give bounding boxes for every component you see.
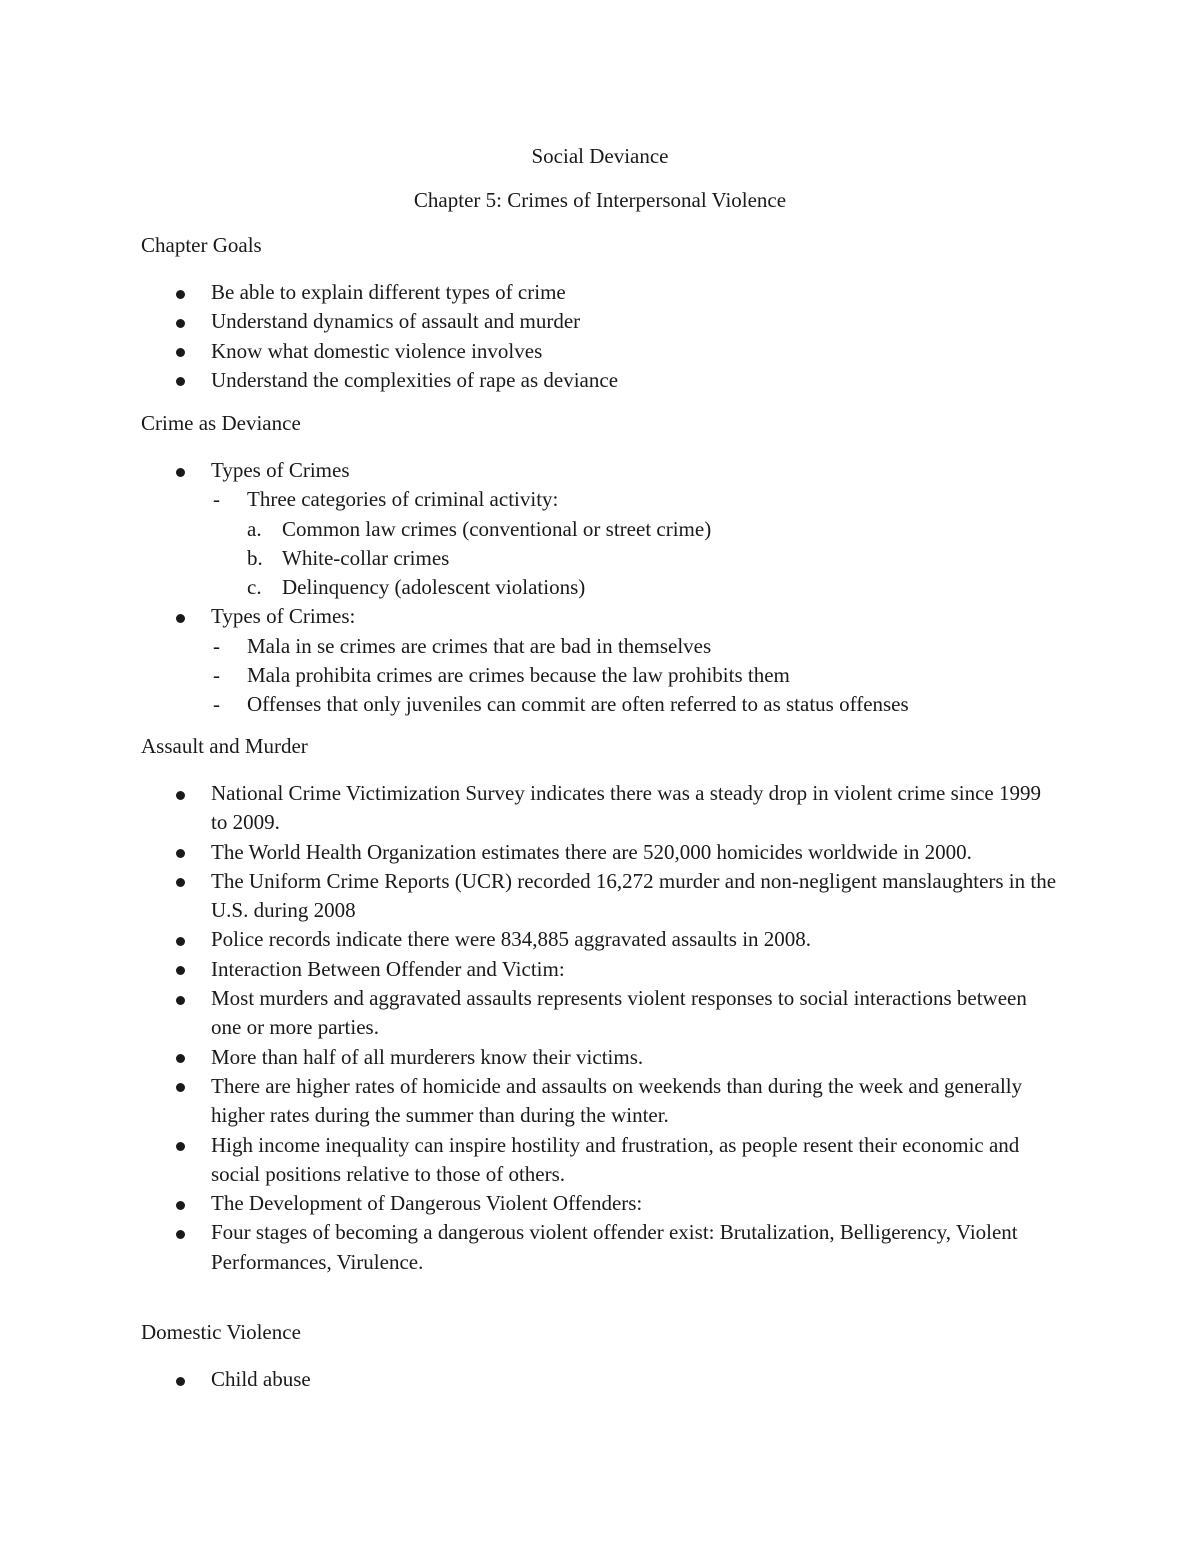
section-assault-and-murder — [141, 734, 1061, 1277]
list-item-text: The Development of Dangerous Violent Offenders: — [211, 1191, 643, 1216]
section-heading: Crime as Deviance — [141, 411, 301, 435]
dash-icon: - — [213, 633, 220, 658]
list-item-text: Know what domestic violence involves — [211, 338, 543, 363]
sub-list-item — [211, 690, 1061, 719]
sub-list-item-text: Offenses that only juveniles can commit are often referred to as status offenses — [247, 692, 909, 717]
lettered-item-text: White-collar crimes — [282, 545, 450, 570]
section-crime-as-deviance — [141, 411, 1061, 720]
list-item-text: Four stages of becoming a dangerous violent offender exist: Brutalization, Belligerency, Violent Performances, Virulence. — [211, 1220, 1018, 1274]
sub-list — [211, 632, 1061, 720]
list-item — [141, 456, 1061, 602]
sub-list-item-text: Mala prohibita crimes are crimes because the law prohibits them — [247, 663, 790, 688]
letter-marker: b. — [247, 545, 263, 570]
sub-list — [211, 485, 1061, 602]
list-item — [141, 1218, 1061, 1277]
list-item-text: Be able to explain different types of crime — [211, 280, 566, 304]
bullet-icon — [176, 966, 185, 975]
bullet-icon — [176, 1201, 185, 1210]
list-item — [141, 779, 1061, 838]
list-item — [141, 925, 1061, 954]
bullet-icon — [176, 1230, 185, 1239]
bullet-icon — [176, 849, 185, 858]
document-title: Social Deviance — [531, 144, 669, 168]
dash-icon: - — [213, 487, 220, 512]
section-chapter-goals — [141, 233, 1061, 395]
bullet-icon — [176, 1142, 185, 1151]
bullet-icon — [176, 348, 185, 357]
list-item-text: Police records indicate there were 834,885 aggravated assaults in 2008. — [211, 927, 812, 952]
bullet-icon — [176, 996, 185, 1005]
sub-list-item-text: Mala in se crimes are crimes that are bad in themselves — [247, 633, 712, 658]
bullet-icon — [176, 878, 185, 887]
list-item-text: Understand dynamics of assault and murder — [211, 309, 581, 334]
bullet-icon — [176, 1083, 185, 1092]
lettered-list — [247, 515, 1061, 603]
list-item — [141, 984, 1061, 1043]
list-item-text: The World Health Organization estimates there are 520,000 homicides worldwide in 2000. — [211, 839, 972, 864]
bullet-icon — [176, 1054, 185, 1063]
list-item-text: Interaction Between Offender and Victim: — [211, 956, 565, 981]
list-item — [141, 1131, 1061, 1190]
list-item — [141, 1189, 1061, 1218]
list-item-text: The Uniform Crime Reports (UCR) recorded 16,272 murder and non-negligent manslaughters in the U.S. during 2008 — [211, 868, 1057, 923]
bullet-icon — [176, 319, 185, 328]
lettered-item — [247, 573, 1061, 602]
dash-icon: - — [213, 692, 220, 717]
bullet-icon — [176, 468, 185, 477]
lettered-item-text: Delinquency (adolescent violations) — [282, 575, 586, 600]
section-domestic-violence — [141, 1320, 1061, 1394]
sub-list-item — [211, 661, 1061, 690]
list-item-text: There are higher rates of homicide and assaults on weekends than during the week and generally higher rates during the summer than during the winter. — [211, 1073, 1023, 1128]
list-item — [141, 1072, 1061, 1131]
sub-list-item — [211, 485, 1061, 602]
lettered-item — [247, 515, 1061, 544]
section-heading: Domestic Violence — [141, 1320, 301, 1344]
list-item — [141, 366, 1061, 395]
lettered-item-text: Common law crimes (conventional or street crime) — [282, 516, 712, 541]
lettered-item — [247, 544, 1061, 573]
bullet-icon — [176, 614, 185, 623]
list-item — [141, 1043, 1061, 1072]
bullet-icon — [176, 377, 185, 386]
letter-marker: a. — [247, 516, 262, 541]
list-item — [141, 278, 1061, 307]
list-item-text: Types of Crimes — [211, 458, 350, 482]
list-item-text: High income inequality can inspire hostility and frustration, as people resent their economic and social positions relative to those of others. — [211, 1132, 1020, 1186]
list-item — [141, 307, 1061, 336]
list-item-text: Most murders and aggravated assaults represents violent responses to social interactions between one or more parties. — [211, 986, 1027, 1040]
chapter-title: Chapter 5: Crimes of Interpersonal Violence — [413, 188, 787, 212]
section-heading: Chapter Goals — [141, 233, 262, 257]
section-heading: Assault and Murder — [141, 734, 308, 758]
domestic-list — [141, 1365, 1061, 1394]
list-item — [141, 867, 1061, 926]
list-item-text: More than half of all murderers know their victims. — [211, 1044, 644, 1069]
bullet-icon — [176, 937, 185, 946]
list-item — [141, 838, 1061, 867]
list-item — [141, 337, 1061, 366]
bullet-icon — [176, 1377, 185, 1386]
list-item — [141, 602, 1061, 719]
bullet-icon — [176, 290, 185, 299]
sub-list-item — [211, 632, 1061, 661]
letter-marker: c. — [247, 575, 262, 600]
list-item-text: Understand the complexities of rape as deviance — [211, 367, 619, 392]
list-item-text: Child abuse — [211, 1367, 311, 1391]
crime-list — [141, 456, 1061, 720]
sub-list-item-text: Three categories of criminal activity: — [247, 487, 559, 512]
goals-list — [141, 278, 1061, 395]
list-item-text: Types of Crimes: — [211, 604, 356, 629]
list-item — [141, 955, 1061, 984]
list-item-text: National Crime Victimization Survey indicates there was a steady drop in violent crime since 1999 to 2009. — [211, 781, 1041, 835]
assault-list — [141, 779, 1061, 1277]
list-item — [141, 1365, 1061, 1394]
bullet-icon — [176, 791, 185, 800]
dash-icon: - — [213, 663, 220, 688]
